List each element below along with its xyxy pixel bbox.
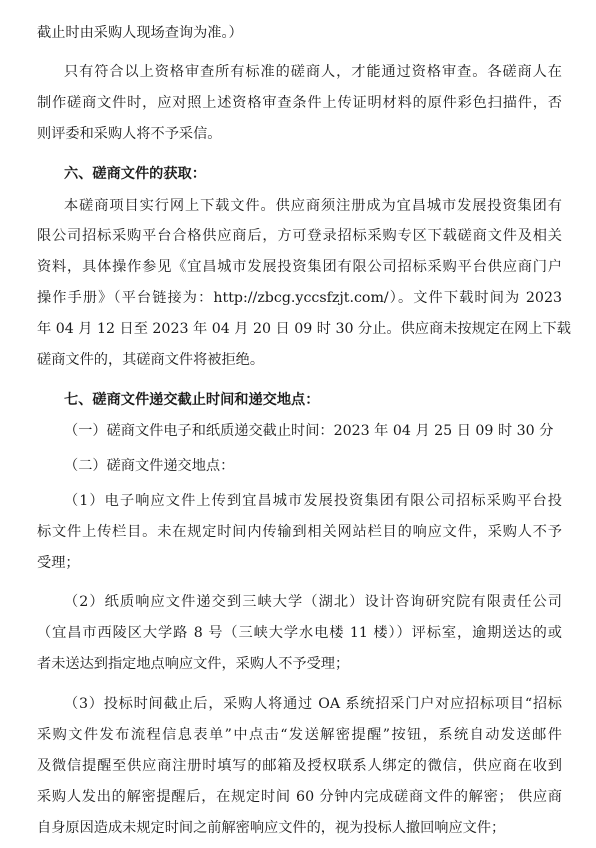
- paragraph-line: 者未送达到指定地点响应文件，采购人不予受理；: [37, 656, 350, 672]
- paragraph-line: 操作手册》（平台链接为：http://zbcg.yccsfzjt.com/）。文件下载时间为 2023: [37, 290, 562, 306]
- paragraph-line: （二）磋商文件递交地点：: [64, 458, 235, 474]
- paragraph-line: （宜昌市西陵区大学路 8 号（三峡大学水电楼 11 楼））评标室，逾期送达的或: [37, 625, 562, 641]
- section-heading: 六、磋商文件的获取：: [64, 166, 206, 182]
- paragraph-line: 只有符合以上资格审查所有标准的磋商人，才能通过资格审查。各磋商人在: [64, 64, 562, 80]
- paragraph-line: 标文件上传栏目。未在规定时间内传输到相关网站栏目的响应文件，采购人不予: [37, 524, 562, 540]
- paragraph-line: （2）纸质响应文件递交到三峡大学（湖北）设计咨询研究院有限责任公司: [64, 594, 562, 610]
- section-heading: 七、磋商文件递交截止时间和递交地点：: [64, 392, 320, 408]
- paragraph-line: （1）电子响应文件上传到宜昌城市发展投资集团有限公司招标采购平台投: [64, 493, 562, 509]
- paragraph-line: 采购人发出的解密提醒后，在规定时间 60 分钟内完成磋商文件的解密； 供应商: [37, 789, 562, 805]
- paragraph-line: 受理；: [37, 555, 80, 571]
- paragraph-line: 限公司招标采购平台合格供应商后，方可登录招标采购专区下载磋商文件及相关: [37, 228, 562, 244]
- paragraph-line: 采购文件发布流程信息表单”中点击“发送解密提醒”按钮，系统自动发送邮件: [37, 727, 562, 743]
- paragraph-line: 制作磋商文件时，应对照上述资格审查条件上传证明材料的原件彩色扫描件，否: [37, 95, 562, 111]
- paragraph-line: （3）投标时间截止后，采购人将通过 OA 系统招采门户对应招标项目“招标: [64, 696, 562, 712]
- paragraph-line: 则评委和采购人将不予采信。: [37, 126, 222, 142]
- paragraph-line: 自身原因造成未规定时间之前解密响应文件的，视为投标人撤回响应文件；: [37, 820, 506, 836]
- paragraph-line: 截止时由采购人现场查询为准。）: [37, 25, 243, 41]
- paragraph-line: （一）磋商文件电子和纸质递交截止时间：2023 年 04 月 25 日 09 时 30 分: [64, 423, 554, 439]
- paragraph-line: 本磋商项目实行网上下载文件。供应商须注册成为宜昌城市发展投资集团有: [64, 198, 562, 214]
- paragraph-line: 磋商文件的，其磋商文件将被拒绝。: [37, 352, 265, 368]
- paragraph-line: 及微信提醒至供应商注册时填写的邮箱及授权联系人绑定的微信，供应商在收到: [37, 758, 562, 774]
- paragraph-line: 年 04 月 12 日至 2023 年 04 月 20 日 09 时 30 分止。供应商未按规定在网上下载: [37, 321, 571, 337]
- paragraph-line: 资料，具体操作参见《宜昌城市发展投资集团有限公司招标采购平台供应商门户: [37, 259, 562, 275]
